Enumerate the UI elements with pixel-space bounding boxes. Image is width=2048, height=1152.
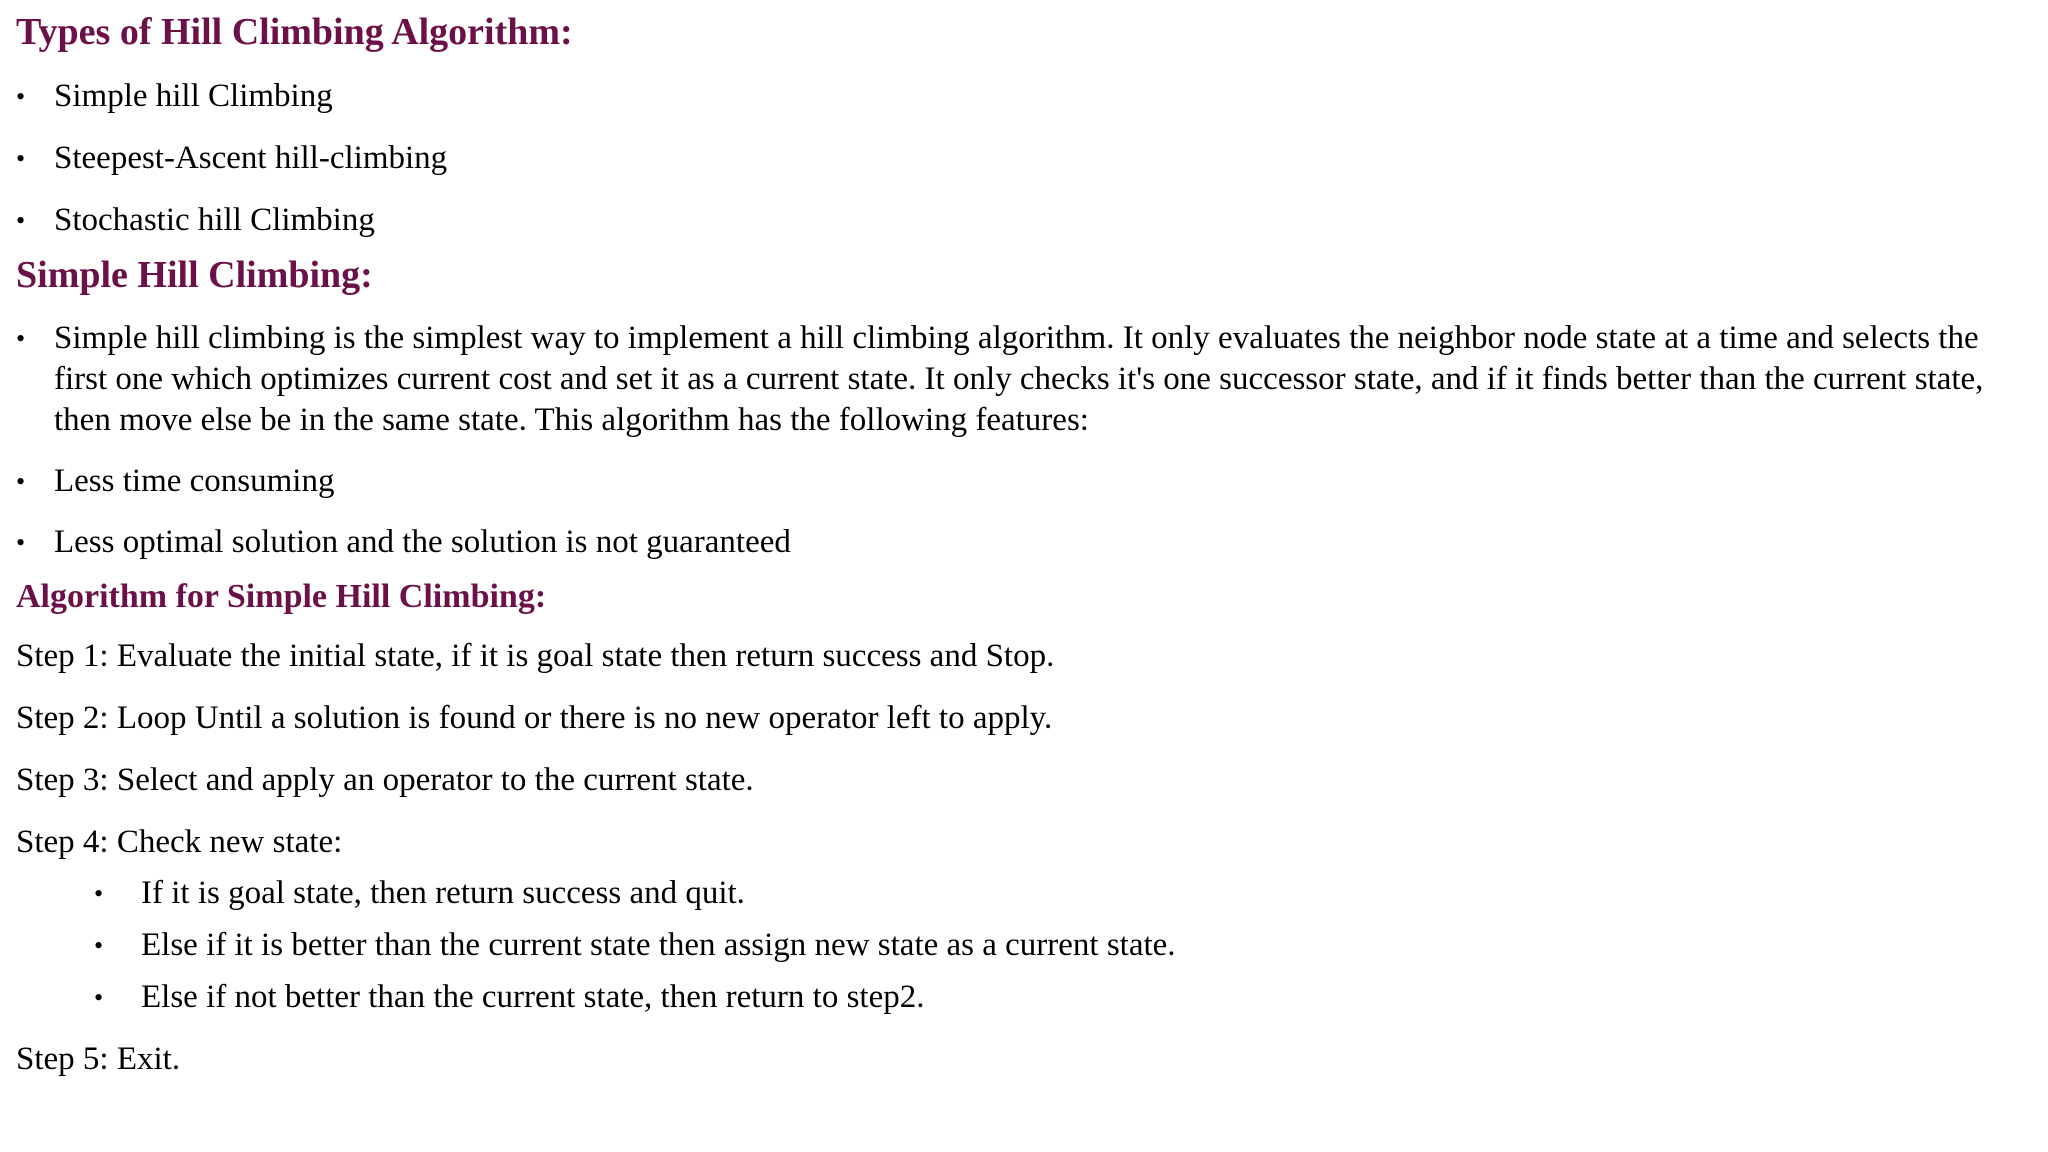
list-item (16, 318, 2032, 441)
types-list (16, 76, 2032, 241)
sub-list-item (16, 925, 2032, 966)
step-1: Step 1: Evaluate the initial state, if it is goal state then return success and Stop. (16, 637, 1055, 674)
bullet-icon: • (94, 878, 104, 908)
bullet-icon: • (16, 143, 26, 173)
list-item-text: Stochastic hill Climbing (54, 201, 375, 238)
types-heading: Types of Hill Climbing Algorithm: (16, 11, 573, 53)
sub-list-item (16, 873, 2032, 914)
step-5: Step 5: Exit. (16, 1040, 181, 1077)
sub-list-item-text: Else if it is better than the current state then assign new state as a current state. (141, 926, 1176, 963)
step-2: Step 2: Loop Until a solution is found or there is no new operator left to apply. (16, 699, 1053, 736)
steps-block (16, 636, 2032, 1080)
bullet-icon: • (16, 324, 26, 354)
list-item-text: Less optimal solution and the solution is not guaranteed (54, 524, 791, 561)
list-item-text: Simple hill Climbing (54, 77, 333, 114)
list-item (16, 522, 2032, 563)
list-item (16, 76, 2032, 117)
step-4-sublist (16, 873, 2032, 1018)
bullet-icon: • (16, 528, 26, 558)
bullet-icon: • (16, 467, 26, 497)
sub-list-item (16, 977, 2032, 1018)
list-item (16, 200, 2032, 241)
bullet-icon: • (94, 930, 104, 960)
list-item-text: Less time consuming (54, 463, 335, 500)
bullet-icon: • (16, 205, 26, 235)
list-item (16, 461, 2032, 502)
list-item-text: Steepest-Ascent hill-climbing (54, 139, 448, 176)
step-4: Step 4: Check new state: (16, 823, 343, 860)
sub-list-item-text: Else if not better than the current state, then return to step2. (141, 978, 925, 1015)
step-3: Step 3: Select and apply an operator to the current state. (16, 761, 754, 798)
document-page (16, 0, 2032, 1080)
list-item-text: Simple hill climbing is the simplest way to implement a hill climbing algorithm. It only evaluates the neighbor node state at a time and selects the first one which optimizes current cost and set it as a current state. It only checks it's one successor state, and if it finds better than the current state, then move else be in the same state. This algorithm has the following features: (54, 320, 1984, 439)
simple-list (16, 318, 2032, 563)
sub-list-item-text: If it is goal state, then return success and quit. (141, 874, 745, 911)
simple-heading: Simple Hill Climbing: (16, 253, 373, 296)
bullet-icon: • (94, 982, 104, 1012)
algorithm-heading: Algorithm for Simple Hill Climbing: (16, 578, 547, 616)
bullet-icon: • (16, 81, 26, 111)
list-item (16, 138, 2032, 179)
